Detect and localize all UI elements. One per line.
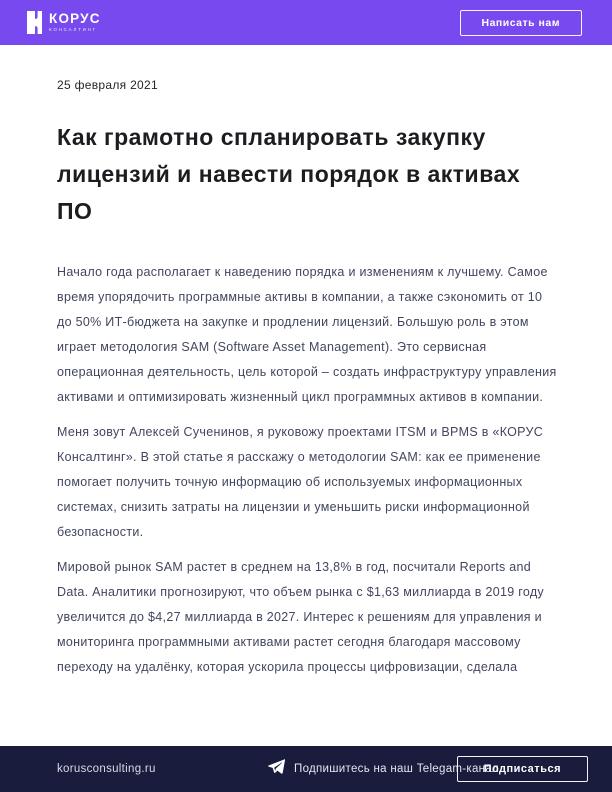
article-paragraph: Мировой рынок SAM растет в среднем на 13,8% в год, посчитали Reports and Data. Аналитики прогнозируют, что объем рынка с $1,63 миллиарда в 2019 году увеличится до $4,27 миллиарда в 2027. Интерес к решениям для управления и мониторинга программными активами растет сегодня благодаря массовому переходу на удалёнку, которая ускорила процессы цифровизации, сделала — [57, 560, 544, 674]
telegram-icon — [268, 759, 285, 779]
korus-logo-icon — [27, 11, 42, 34]
article-content — [57, 78, 557, 690]
write-us-button[interactable]: Написать нам — [460, 10, 583, 36]
article-title: Как грамотно спланировать закупку лицензий и навести порядок в активах ПО — [57, 124, 521, 224]
footer-bar — [0, 746, 612, 792]
logo-subtitle: КОНСАЛТИНГ — [49, 27, 97, 33]
site-link[interactable]: korusconsulting.ru — [57, 763, 156, 775]
article-paragraph: Начало года располагает к наведению порядка и изменениям к лучшему. Самое время упорядочить программные активы в компании, а также сэкономить от 10 до 50% ИТ-бюджета на закупке и продлении лицензий. Большую роль в этом играет методология SAM (Software Asset Management). Это сервисная операционная деятельность, цель которой – создать инфраструктуру управления активами и оптимизировать жизненный цикл программных активов в компании. — [57, 265, 557, 404]
article-paragraph: Меня зовут Алексей Сученинов, я руковожу проектами ITSM и BPMS в «КОРУС Консалтинг». В этой статье я расскажу о методологии SAM: как ее применение помогает получить точную информацию об используемых информационных системах, снизить затраты на лицензии и уменьшить риски информационной безопасности. — [57, 425, 544, 539]
article-date: 25 февраля 2021 — [57, 78, 158, 92]
header-bar — [0, 0, 612, 45]
korus-logo[interactable] — [27, 11, 101, 34]
telegram-label: Подпишитесь на наш Telegam-канал — [294, 763, 500, 775]
subscribe-button[interactable]: Подписаться — [457, 756, 588, 782]
logo-text — [49, 12, 101, 33]
logo-title: КОРУС — [49, 11, 101, 27]
